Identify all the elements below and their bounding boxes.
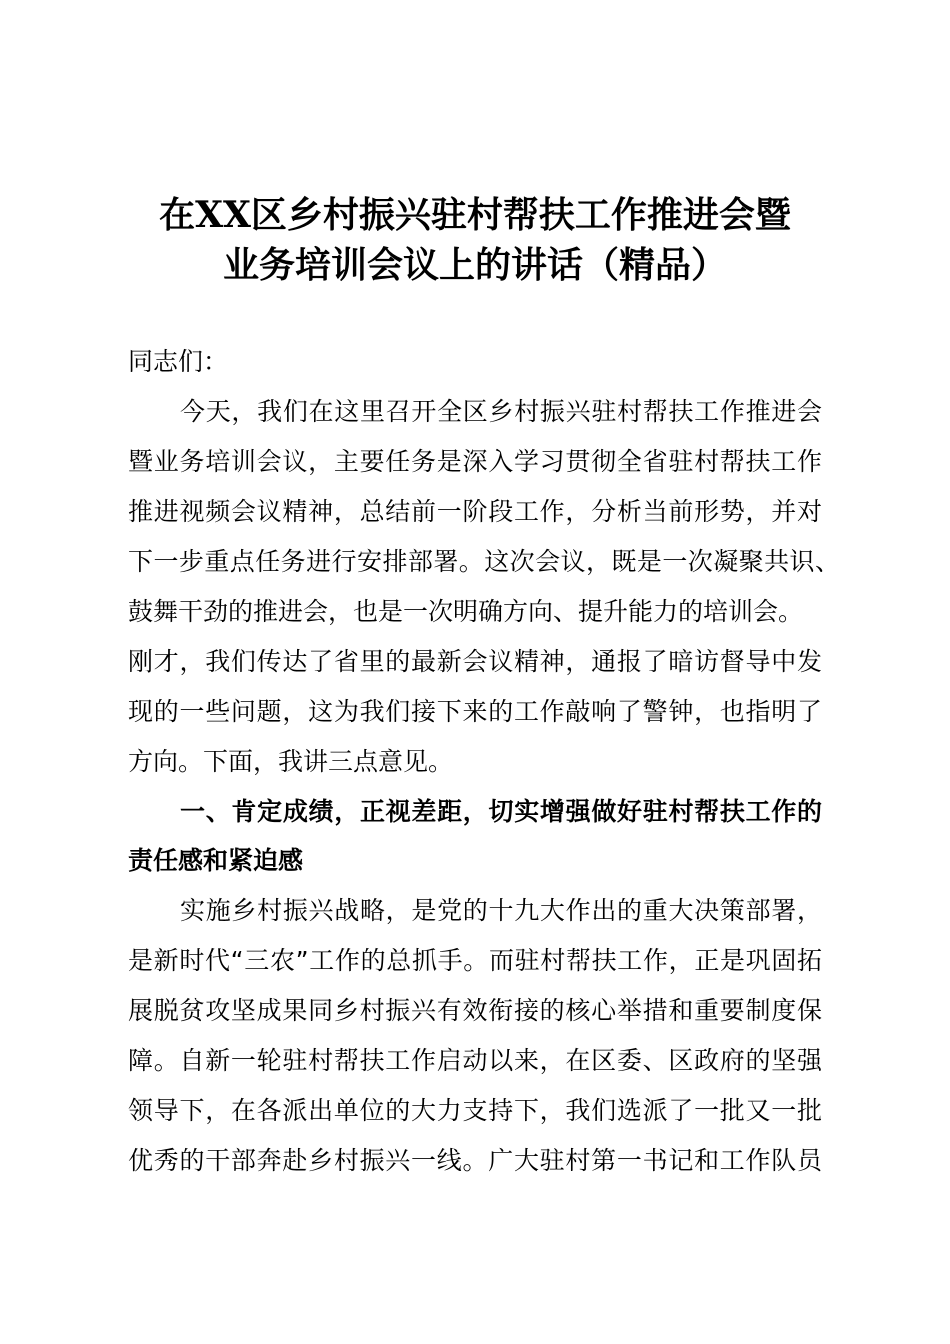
document-title-line-2: 业务培训会议上的讲话（精品） bbox=[222, 244, 727, 286]
paragraph-line: 障。自新一轮驻村帮扶工作启动以来，在区委、区政府的坚强 bbox=[128, 1046, 822, 1075]
paragraph-line: 今天，我们在这里召开全区乡村振兴驻村帮扶工作推进会 bbox=[180, 397, 822, 426]
paragraph-line: 展脱贫攻坚成果同乡村振兴有效衔接的核心举措和重要制度保 bbox=[128, 996, 822, 1025]
paragraph-line: 暨业务培训会议，主要任务是深入学习贯彻全省驻村帮扶工作 bbox=[128, 447, 822, 476]
document-title-line-1: 在XX区乡村振兴驻村帮扶工作推进会暨 bbox=[159, 194, 791, 236]
paragraph-line: 刚才，我们传达了省里的最新会议精神，通报了暗访督导中发 bbox=[128, 647, 822, 676]
paragraph-line: 优秀的干部奔赴乡村振兴一线。广大驻村第一书记和工作队员 bbox=[128, 1146, 822, 1175]
paragraph-line: 下一步重点任务进行安排部署。这次会议，既是一次凝聚共识、 bbox=[128, 547, 840, 576]
paragraph-line: 现的一些问题，这为我们接下来的工作敲响了警钟，也指明了 bbox=[128, 697, 822, 726]
paragraph-line: 鼓舞干劲的推进会，也是一次明确方向、提升能力的培训会。 bbox=[128, 597, 804, 626]
paragraph-line: 是新时代“三农”工作的总抓手。而驻村帮扶工作，正是巩固拓 bbox=[128, 946, 822, 975]
section-heading-line: 一、肯定成绩，正视差距，切实增强做好驻村帮扶工作的 bbox=[180, 797, 822, 826]
paragraph-line: 推进视频会议精神，总结前一阶段工作，分析当前形势，并对 bbox=[128, 497, 822, 526]
section-heading-line: 责任感和紧迫感 bbox=[128, 846, 304, 875]
paragraph-line: 方向。下面，我讲三点意见。 bbox=[128, 747, 454, 776]
paragraph-line: 领导下，在各派出单位的大力支持下，我们选派了一批又一批 bbox=[128, 1096, 822, 1125]
salutation: 同志们： bbox=[128, 347, 229, 376]
paragraph-line: 实施乡村振兴战略，是党的十九大作出的重大决策部署， bbox=[180, 896, 822, 925]
